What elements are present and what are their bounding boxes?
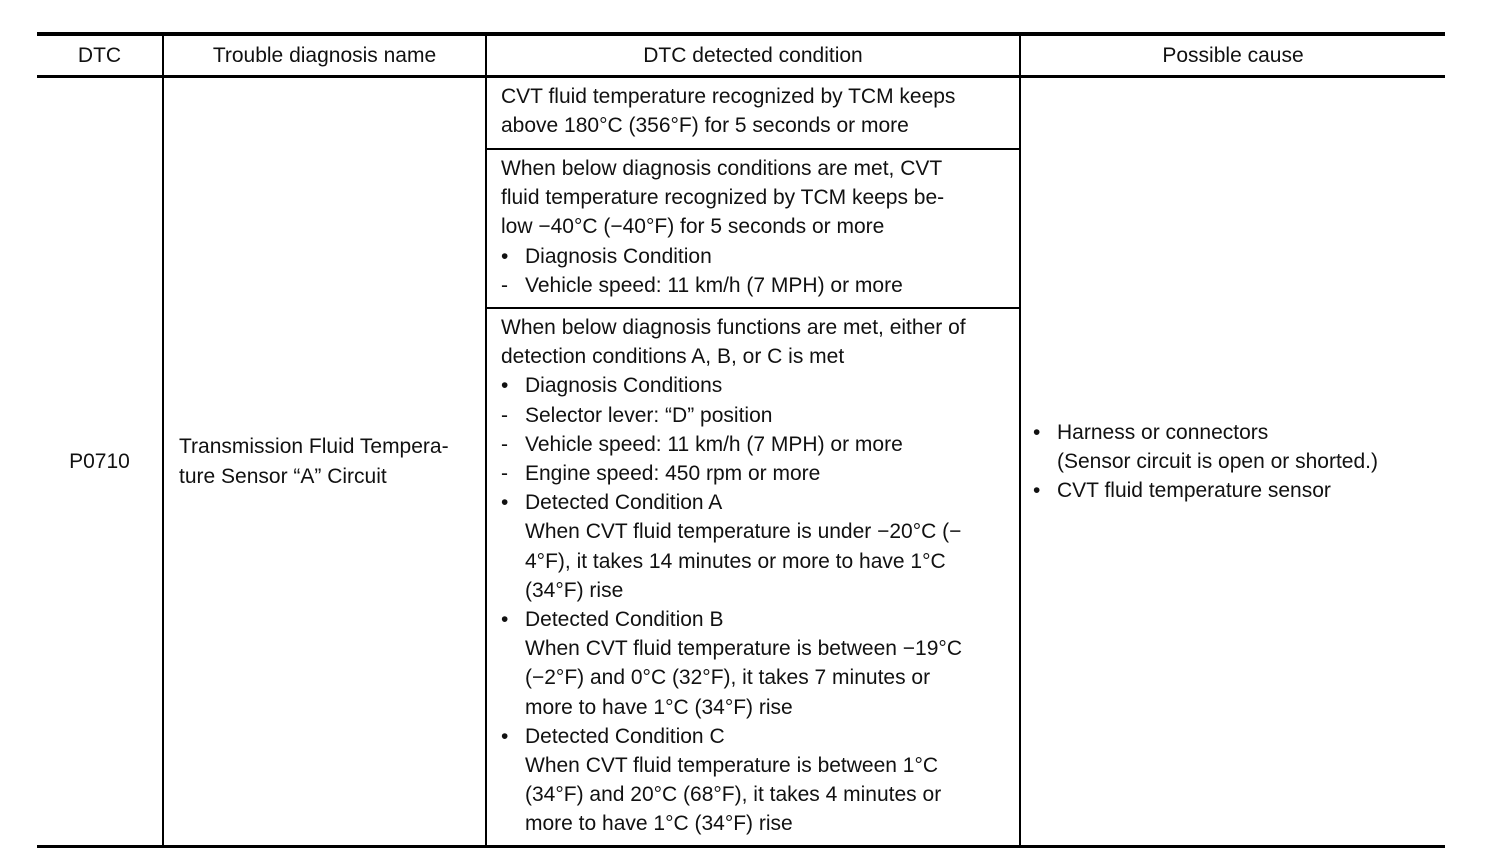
dash-marker: - bbox=[501, 273, 508, 297]
dtc-code-cell bbox=[37, 78, 162, 845]
condition-line: above 180°C (356°F) for 5 seconds or more bbox=[501, 114, 909, 138]
cause-list-item: • CVT fluid temperature sensor bbox=[1033, 476, 1378, 505]
column-divider bbox=[1019, 36, 1021, 845]
column-divider bbox=[162, 36, 164, 845]
condition-line: low −40°C (−40°F) for 5 seconds or more bbox=[501, 215, 885, 239]
condition-continuation: (−2°F) and 0°C (32°F), it takes 7 minutes or bbox=[525, 666, 931, 690]
condition-list-item: • Detected Condition A bbox=[501, 488, 966, 517]
condition-list-item: - Vehicle speed: 11 km/h (7 MPH) or more bbox=[501, 430, 966, 459]
condition-list-item: • Diagnosis Conditions bbox=[501, 371, 966, 400]
condition-continuation: When CVT fluid temperature is between 1°C bbox=[525, 754, 939, 778]
condition-continuation: (34°F) and 20°C (68°F), it takes 4 minutes or bbox=[525, 783, 942, 807]
condition-line: detection conditions A, B, or C is met bbox=[501, 345, 845, 369]
condition-line: When below diagnosis conditions are met, CVT bbox=[501, 157, 943, 180]
dtc-table bbox=[37, 0, 1445, 854]
condition-continuation: When CVT fluid temperature is between −19°C bbox=[525, 637, 962, 661]
condition-line: fluid temperature recognized by TCM keeps be- bbox=[501, 186, 945, 210]
condition-continuation: 4°F), it takes 14 minutes or more to have 1°C bbox=[525, 549, 946, 573]
bullet-marker: • bbox=[501, 608, 509, 632]
trouble-diagnosis-name-cell bbox=[179, 78, 485, 845]
column-divider bbox=[485, 36, 487, 845]
condition-list-item: • Diagnosis Condition bbox=[501, 242, 944, 271]
condition-divider bbox=[486, 148, 1020, 150]
cause-continuation: (Sensor circuit is open or shorted.) bbox=[1057, 449, 1378, 473]
condition-list-item: - Selector lever: “D” position bbox=[501, 401, 966, 430]
bullet-marker: • bbox=[1033, 479, 1041, 503]
bullet-marker: • bbox=[501, 374, 509, 398]
dash-marker: - bbox=[501, 432, 508, 456]
header-dtc-detected-condition: DTC detected condition bbox=[643, 44, 863, 67]
bullet-marker: • bbox=[501, 244, 509, 268]
cause-list-item: • Harness or connectors bbox=[1033, 418, 1378, 447]
header-dtc: DTC bbox=[77, 44, 122, 67]
condition-continuation: When CVT fluid temperature is under −20°C (− bbox=[525, 520, 962, 544]
condition-line: When below diagnosis functions are met, either of bbox=[501, 316, 966, 339]
dash-marker: - bbox=[501, 403, 508, 427]
header-possible-cause: Possible cause bbox=[1162, 44, 1304, 67]
possible-cause-cell bbox=[1033, 78, 1445, 845]
bullet-marker: • bbox=[501, 491, 509, 515]
dash-marker: - bbox=[501, 462, 508, 486]
diagnosis-name-line: ture Sensor “A” Circuit bbox=[179, 464, 387, 488]
dtc-code: P0710 bbox=[69, 449, 130, 473]
condition-continuation: more to have 1°C (34°F) rise bbox=[525, 812, 793, 836]
condition-cell-high-temp bbox=[501, 82, 955, 140]
condition-divider bbox=[486, 307, 1020, 309]
header-trouble-diagnosis-name: Trouble diagnosis name bbox=[212, 44, 437, 67]
condition-line: CVT fluid temperature recognized by TCM keeps bbox=[501, 85, 956, 108]
diagnosis-name-line: Transmission Fluid Tempera- bbox=[179, 435, 449, 459]
condition-list-item: - Vehicle speed: 11 km/h (7 MPH) or more bbox=[501, 271, 944, 300]
condition-continuation: more to have 1°C (34°F) rise bbox=[525, 695, 793, 719]
condition-list-item: • Detected Condition B bbox=[501, 605, 966, 634]
table-bottom-rule bbox=[37, 845, 1445, 848]
condition-list-item: • Detected Condition C bbox=[501, 722, 966, 751]
bullet-marker: • bbox=[1033, 420, 1041, 444]
condition-list-item: - Engine speed: 450 rpm or more bbox=[501, 459, 966, 488]
bullet-marker: • bbox=[501, 724, 509, 748]
condition-cell-low-temp bbox=[501, 154, 944, 300]
condition-continuation: (34°F) rise bbox=[525, 578, 624, 602]
condition-cell-rise-time bbox=[501, 313, 966, 839]
